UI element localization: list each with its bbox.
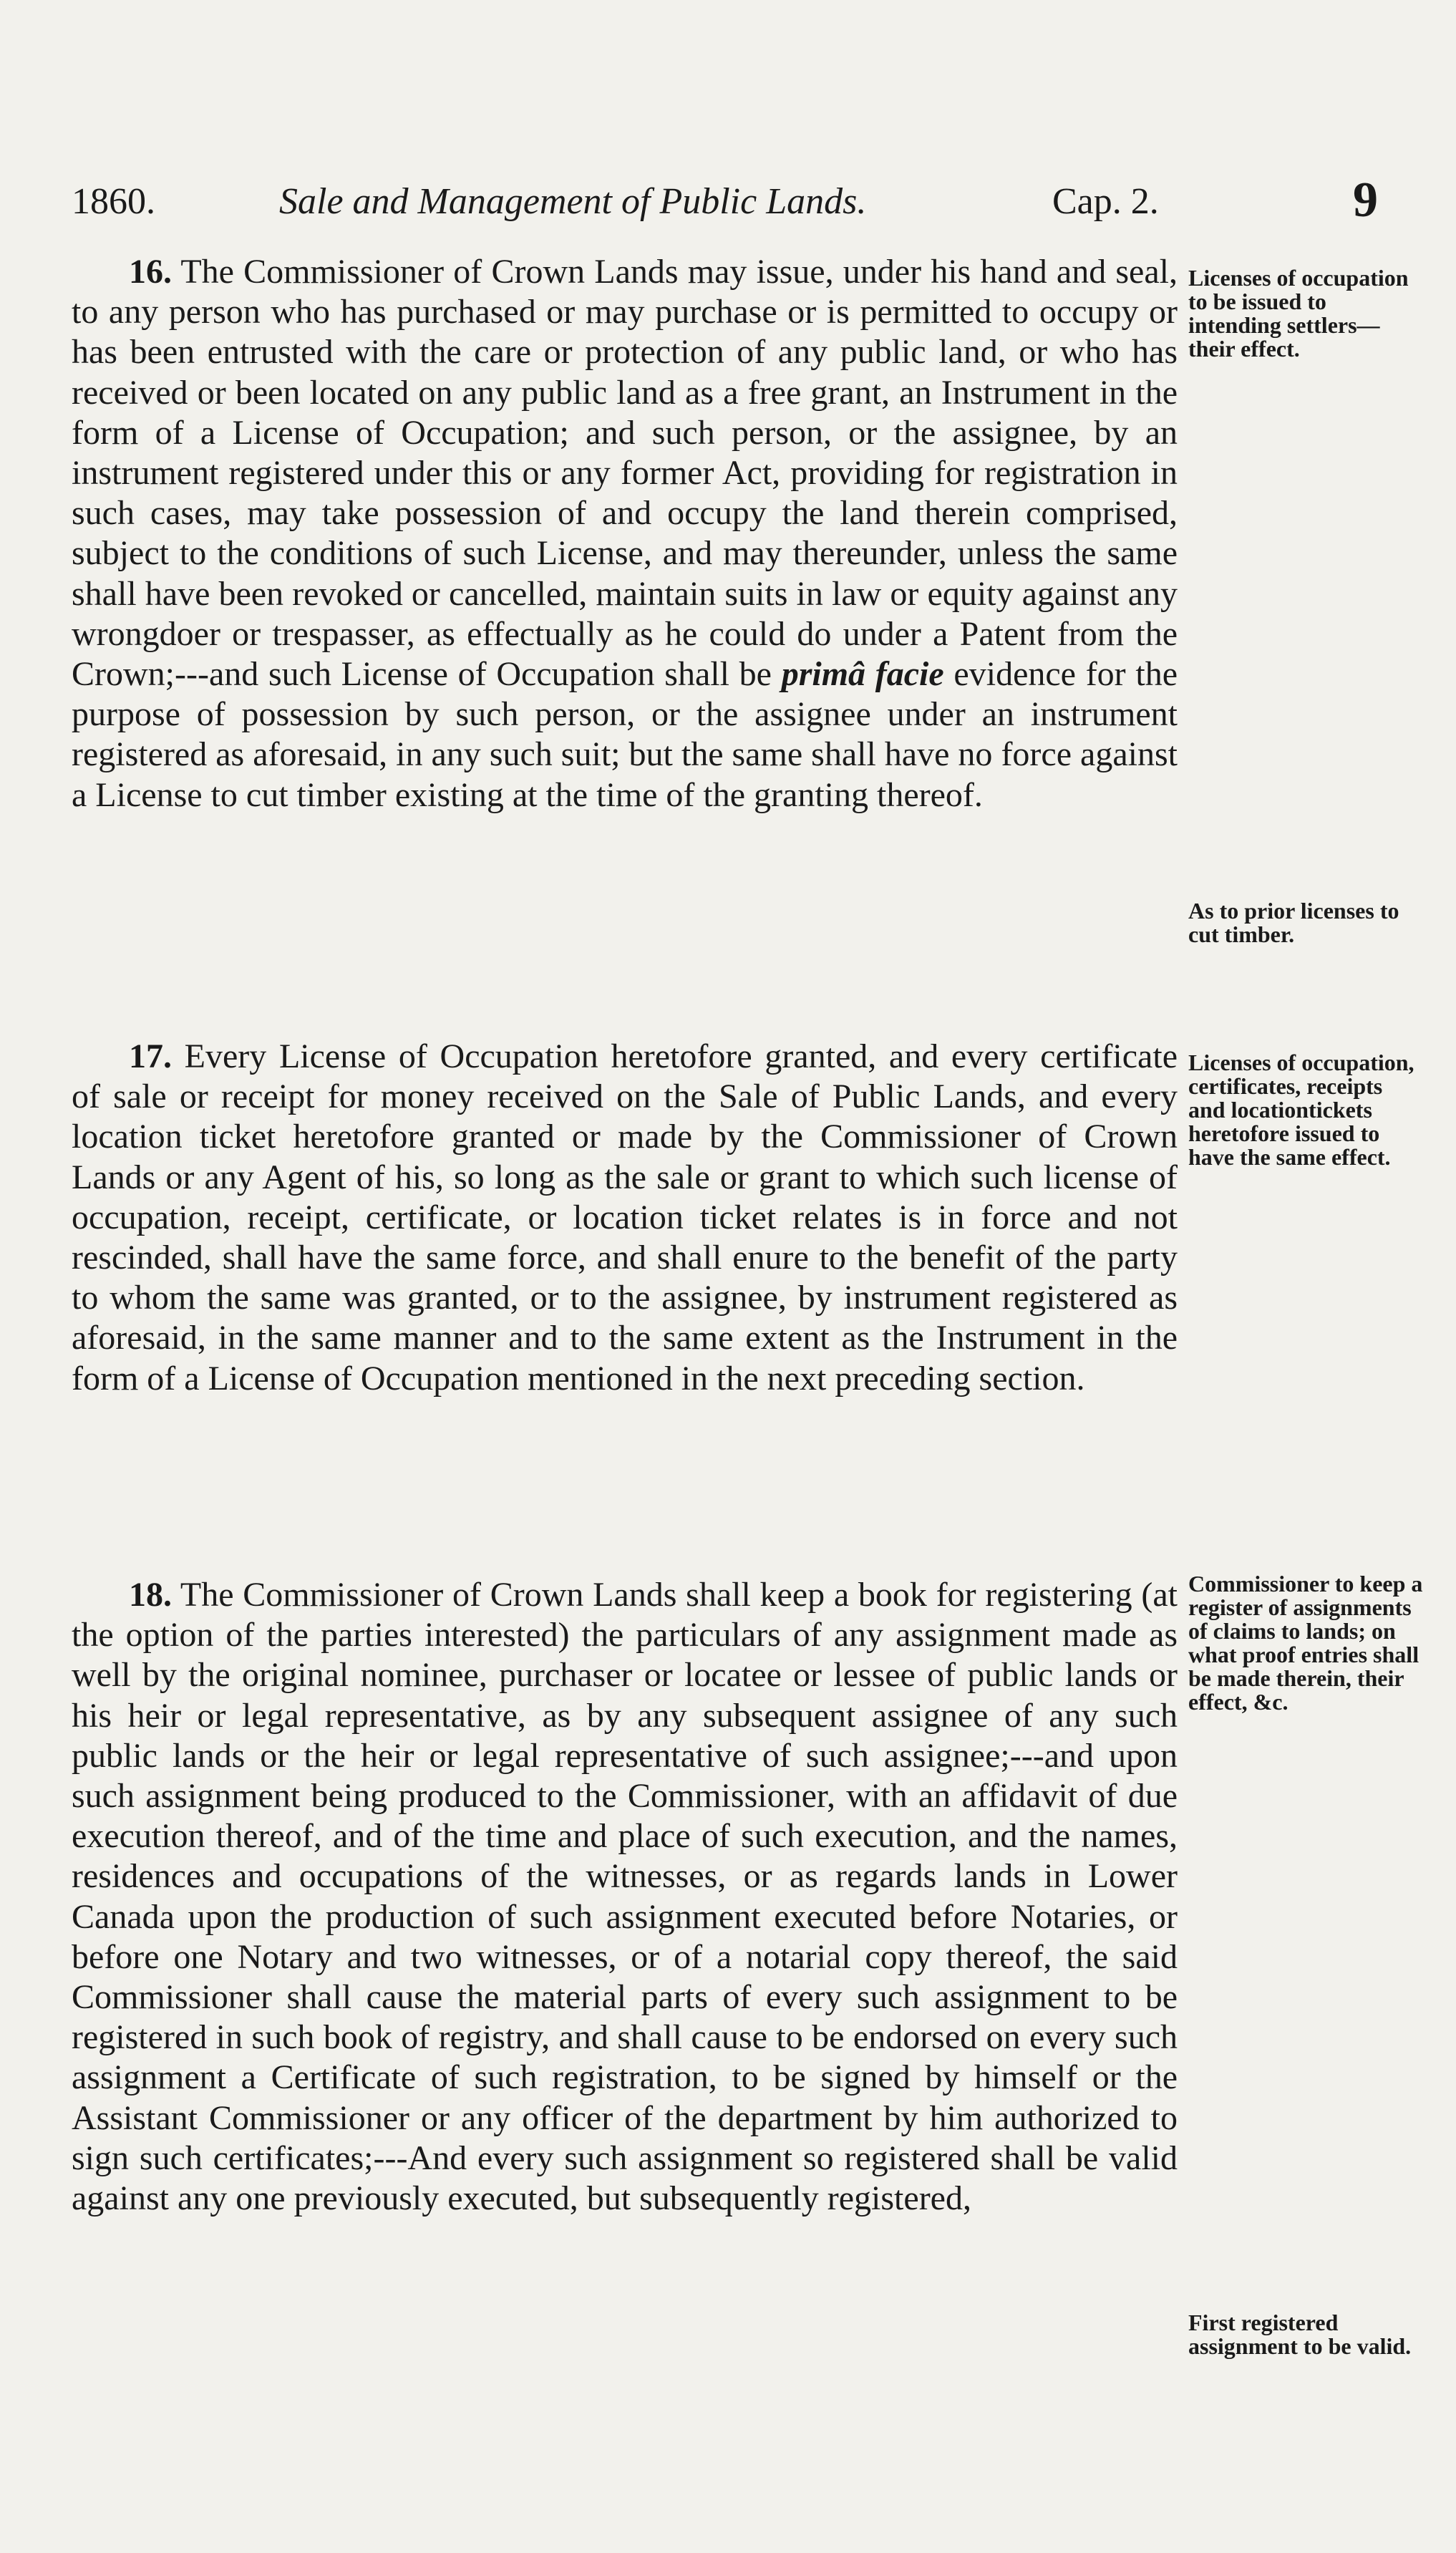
section-18 — [72, 1575, 1178, 2219]
section-text: The Commissioner of Crown Lands may issue, under his hand and seal, to any person who has purchased or may purchase or is permitted to occupy or has been entrusted with the care or protection of any public land, or who has received or been located on any public land as a free grant, an Instrument in the form of a License of Occupation; and such person, or the assignee, by an instrument registered under this or any former Act, providing for registration in such cases, may take possession of and occupy the land therein comprised, subject to the conditions of such License, and may thereunder, unless the same shall have been revoked or cancelled, maintain suits in law or equity against any wrongdoer or trespasser, as effectually as he could do under a Patent from the Crown;---and such License of Occupation shall be — [72, 253, 1178, 694]
margin-note-first-registered: First registered assignment to be valid. — [1188, 2310, 1412, 2359]
margin-note-licenses-of-occupation: Licenses of occupation to be issued to intending settlers—their effect. — [1188, 265, 1409, 362]
section-text-continued: evidence for the purpose of possession by such person, or the assignee under an instrument registered as aforesaid, in any such suit; but the same shall have no force against a License to cut timber existing at the time of the granting thereof. — [72, 655, 1178, 814]
section-17 — [72, 1037, 1178, 1399]
section-number: 18. — [129, 1576, 172, 1614]
header-title: Sale and Management of Public Lands. — [279, 181, 867, 222]
margin-note-register-of-assignments: Commissioner to keep a register of assignments of claims to lands; on what proof entries shall be made therein, their effect, &c. — [1188, 1571, 1423, 1715]
margin-note-certificates: Licenses of occupation, certificates, receipts and locationtickets heretofore issued to have the same effect. — [1188, 1050, 1414, 1170]
section-number: 16. — [129, 253, 172, 291]
section-text: The Commissioner of Crown Lands shall keep a book for registering (at the option of the parties interested) the particulars of any assignment made as well by the original nominee, purchaser or locatee or lessee of public lands or his heir or legal representative, as by any subsequent assignee of any such public lands or the heir or legal representative of such assignee;---and upon such assignment being produced to the Commissioner, with an affidavit of due execution thereof, and of the time and place of such execution, and the names, residences and occupations of the witnesses, or as regards lands in Lower Canada upon the production of such assignment executed before Notaries, or before one Notary and two witnesses, or of a notarial copy thereof, the said Commissioner shall cause the material parts of every such assignment to be registered in such book of registry, and shall cause to be endorsed on every such assignment a Certificate of such registration, to be signed by himself or the Assistant Commissioner or any officer of the department by him authorized to sign such certificates;---And every such assignment so registered shall be valid against any one previously executed, but subsequently registered, — [72, 1576, 1178, 2218]
section-text: Every License of Occupation heretofore granted, and every certificate of sale or receipt for money received on the Sale of Public Lands, and every location ticket heretofore granted or made by the Commissioner of Crown Lands or any Agent of his, so long as the sale or grant to which such license of occupation, receipt, certificate, or location ticket relates is in force and not rescinded, shall have the same force, and shall enure to the benefit of the party to whom the same was granted, or to the assignee, by instrument registered as aforesaid, in the same manner and to the same extent as the Instrument in the form of a License of Occupation mentioned in the next preceding section. — [72, 1037, 1178, 1397]
section-emphasis: primâ facie — [781, 655, 944, 694]
running-header — [72, 172, 1410, 236]
section-number: 17. — [129, 1037, 172, 1075]
header-chapter: Cap. 2. — [1052, 181, 1159, 222]
section-16 — [72, 252, 1178, 815]
page-number: 9 — [1353, 173, 1378, 228]
margin-note-prior-licenses: As to prior licenses to cut timber. — [1188, 898, 1399, 947]
header-year: 1860. — [72, 181, 155, 222]
